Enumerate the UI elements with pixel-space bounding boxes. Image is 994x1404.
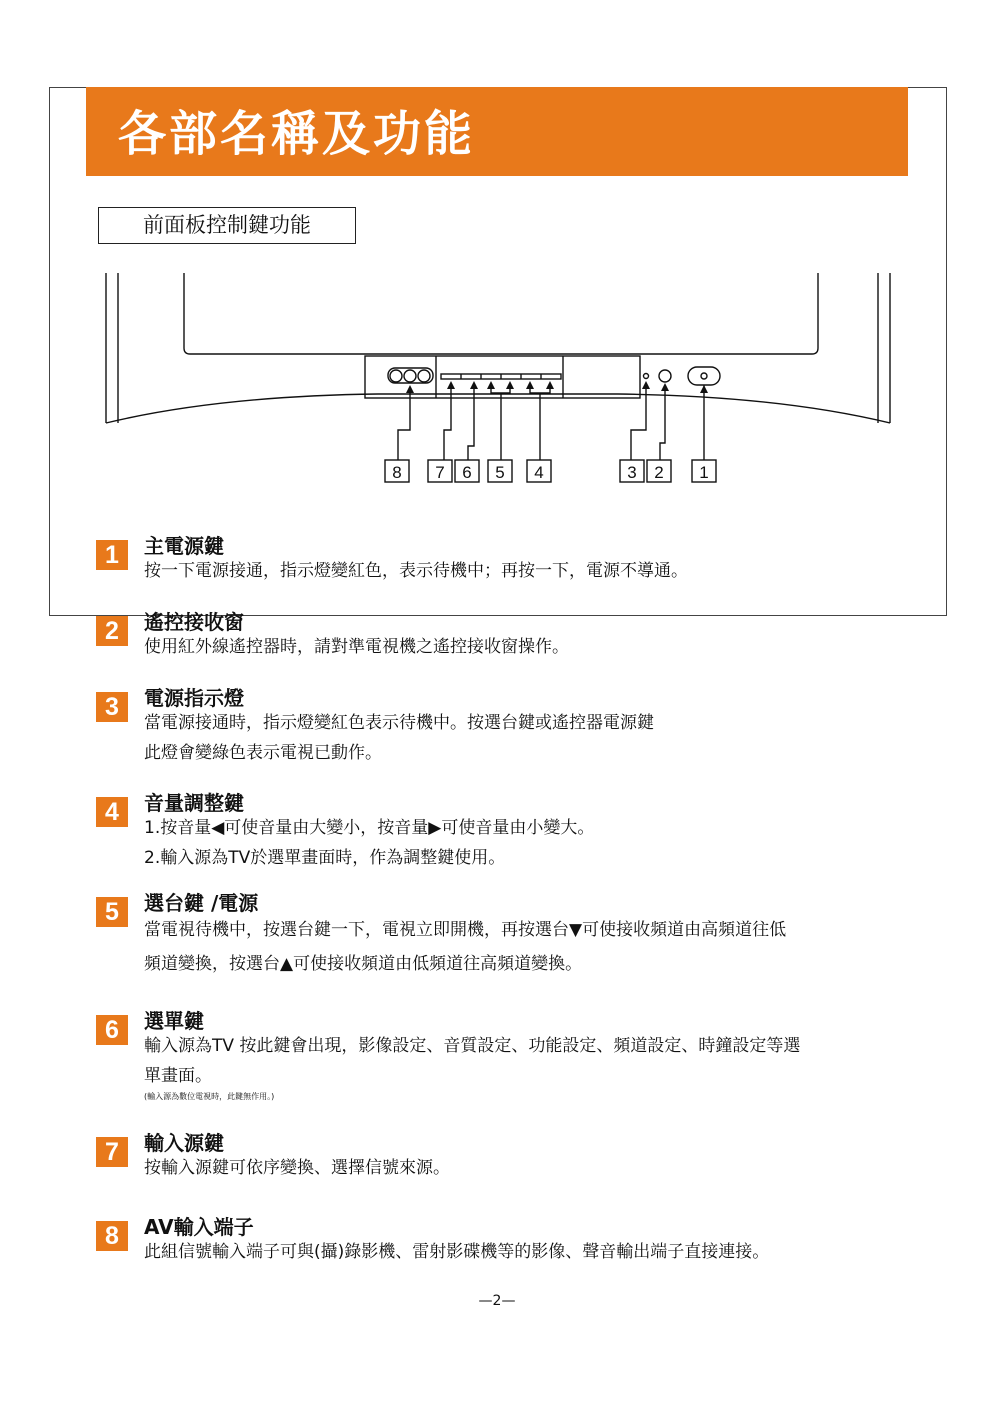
item-number-badge: 5 — [96, 897, 128, 927]
callout-1: 1 — [699, 463, 709, 482]
item-note: (輸入源為數位電視時，此鍵無作用。) — [144, 1092, 275, 1101]
item-number-badge: 3 — [96, 692, 128, 722]
item-description: 當電源接通時，指示燈變紅色表示待機中。按選台鍵或遙控器電源鍵 此燈會變綠色表示電視已動作。 — [144, 713, 654, 763]
item-number-badge: 6 — [96, 1015, 128, 1045]
item-description: 當電視待機中，按選台鍵一下，電視立即開機，再按選台▼可使接收頻道由高頻道往低 頻道變換，按選台▲可使接收頻道由低頻道往高頻道變換。 — [144, 920, 787, 974]
callout-3: 3 — [627, 463, 637, 482]
item-number-badge: 2 — [96, 616, 128, 646]
item-title: AV輸入端子 — [144, 1215, 254, 1239]
section-label: 前面板控制鍵功能 — [98, 207, 356, 244]
item-number-badge: 1 — [96, 540, 128, 570]
callout-5: 5 — [495, 463, 505, 482]
page-title: 各部名稱及功能 — [118, 106, 476, 162]
item-title: 選台鍵 /電源 — [144, 891, 259, 915]
callout-2: 2 — [654, 463, 664, 482]
callout-4: 4 — [534, 463, 544, 482]
item-title: 選單鍵 — [144, 1009, 204, 1033]
callout-6: 6 — [462, 463, 472, 482]
callout-7: 7 — [435, 463, 445, 482]
item-description: 1.按音量◀可使音量由大變小，按音量▶可使音量由小變大。 2.輸入源為TV於選單畫面時，作為調整鍵使用。 — [144, 818, 595, 868]
item-description: 輸入源為TV 按此鍵會出現，影像設定、音質設定、功能設定、頻道設定、時鐘設定等選 單畫面。 (輸入源為數位電視時，此鍵無作用。) — [144, 1036, 801, 1101]
item-title: 輸入源鍵 — [144, 1131, 224, 1155]
item-description: 按輸入源鍵可依序變換、選擇信號來源。 — [144, 1158, 450, 1178]
item-number-badge: 8 — [96, 1221, 128, 1251]
item-title: 主電源鍵 — [144, 534, 224, 558]
item-description: 使用紅外線遙控器時，請對準電視機之遙控接收窗操作。 — [144, 637, 569, 657]
item-title: 音量調整鍵 — [144, 791, 244, 815]
front-panel-diagram — [98, 268, 898, 498]
item-title: 電源指示燈 — [144, 686, 244, 710]
page-number: —2— — [478, 1293, 516, 1309]
item-number-badge: 4 — [96, 797, 128, 827]
title-banner — [86, 87, 908, 176]
item-description: 此組信號輸入端子可與(攝)錄影機、雷射影碟機等的影像、聲音輸出端子直接連接。 — [144, 1242, 770, 1262]
callout-8: 8 — [392, 463, 402, 482]
item-number-badge: 7 — [96, 1137, 128, 1167]
item-title: 遙控接收窗 — [144, 610, 244, 634]
item-description: 按一下電源接通，指示燈變紅色，表示待機中；再按一下，電源不導通。 — [144, 561, 688, 581]
